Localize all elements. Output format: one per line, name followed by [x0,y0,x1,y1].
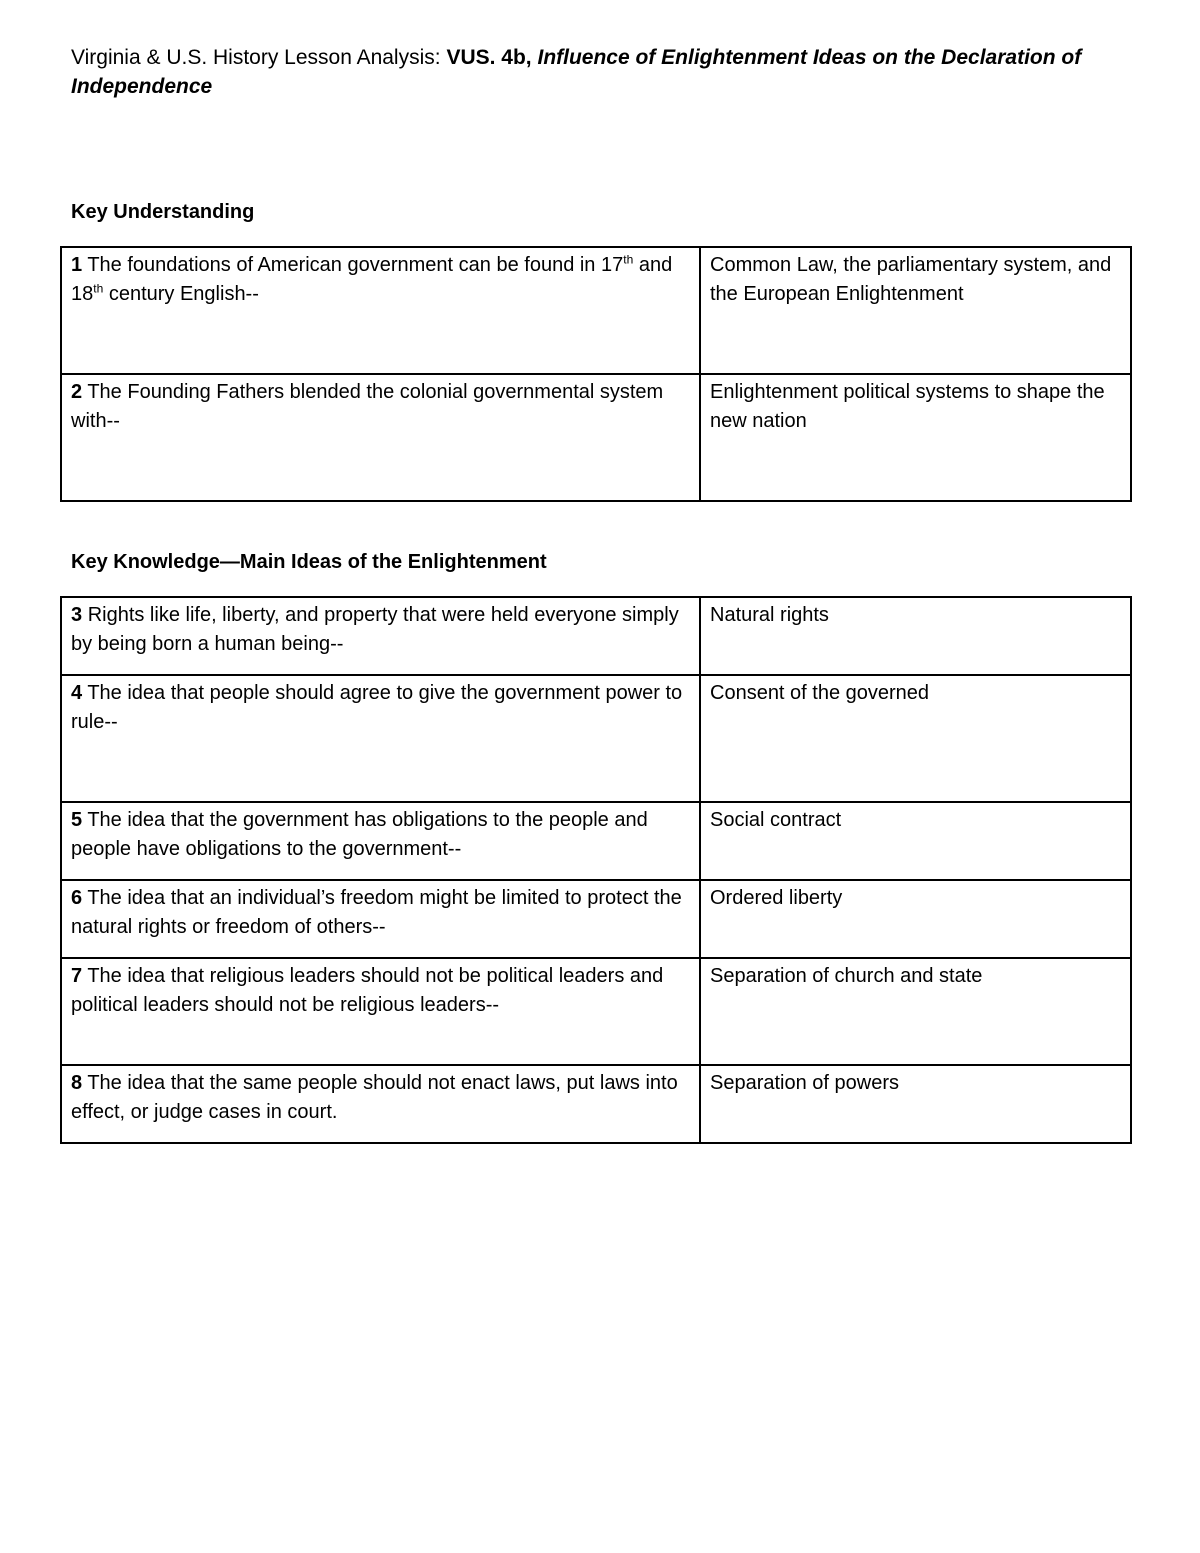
table-row [61,374,1131,501]
row-number: 1 [71,254,83,276]
superscript: th [93,281,104,296]
answer-cell: Natural rights [700,597,1131,675]
row-number: 3 [71,604,83,626]
table-row [61,880,1131,958]
superscript: th [623,252,634,267]
row-number: 8 [71,1072,83,1094]
prompt-text: The idea that the same people should not enact laws, put laws into effect, or judge cases in court. [71,1072,678,1123]
answer-cell: Enlightenment political systems to shape the new nation [700,374,1131,501]
lesson-subtitle: Influence of Enlightenment Ideas on the Declaration of Independence [71,46,1082,98]
row-number: 2 [71,381,83,403]
key-understanding-heading: Key Understanding [71,201,255,223]
standard-code: VUS. 4b, [446,46,532,69]
prompt-cell [61,802,700,880]
prompt-text: The Founding Fathers blended the colonial governmental system with-- [71,381,664,432]
prompt-text: The idea that people should agree to give the government power to rule-- [71,682,683,733]
table-row [61,1065,1131,1143]
prompt-text-part: and 18 [71,254,673,305]
prompt-cell [61,597,700,675]
table-row [61,802,1131,880]
answer-cell: Ordered liberty [700,880,1131,958]
key-knowledge-table [60,596,1132,1144]
table-row [61,597,1131,675]
prompt-text: The idea that religious leaders should not be political leaders and political leaders should not be religious leaders-- [71,965,664,1016]
prompt-cell [61,958,700,1065]
table-row [61,675,1131,802]
prompt-text-part: century English-- [103,283,259,305]
prompt-cell [61,247,700,374]
prompt-cell [61,880,700,958]
prompt-cell [61,374,700,501]
key-understanding-table [60,246,1132,502]
prompt-text: Rights like life, liberty, and property that were held everyone simply by being born a human being-- [71,604,679,655]
table-row [61,247,1131,374]
answer-cell: Social contract [700,802,1131,880]
answer-cell: Separation of church and state [700,958,1131,1065]
answer-cell: Consent of the governed [700,675,1131,802]
title-prefix: Virginia & U.S. History Lesson Analysis: [71,46,447,69]
prompt-text: The idea that an individual’s freedom might be limited to protect the natural rights or freedom of others-- [71,887,682,938]
page-title [71,43,1141,101]
row-number: 6 [71,887,83,909]
answer-cell: Common Law, the parliamentary system, and the European Enlightenment [700,247,1131,374]
key-knowledge-heading: Key Knowledge—Main Ideas of the Enlightenment [71,551,547,573]
row-number: 7 [71,965,83,987]
prompt-cell [61,675,700,802]
prompt-text: The idea that the government has obligations to the people and people have obligations to the government-- [71,809,648,860]
prompt-text-part: The foundations of American government can be found in 17 [87,254,624,276]
table-row [61,958,1131,1065]
prompt-cell [61,1065,700,1143]
row-number: 5 [71,809,83,831]
row-number: 4 [71,682,83,704]
answer-cell: Separation of powers [700,1065,1131,1143]
